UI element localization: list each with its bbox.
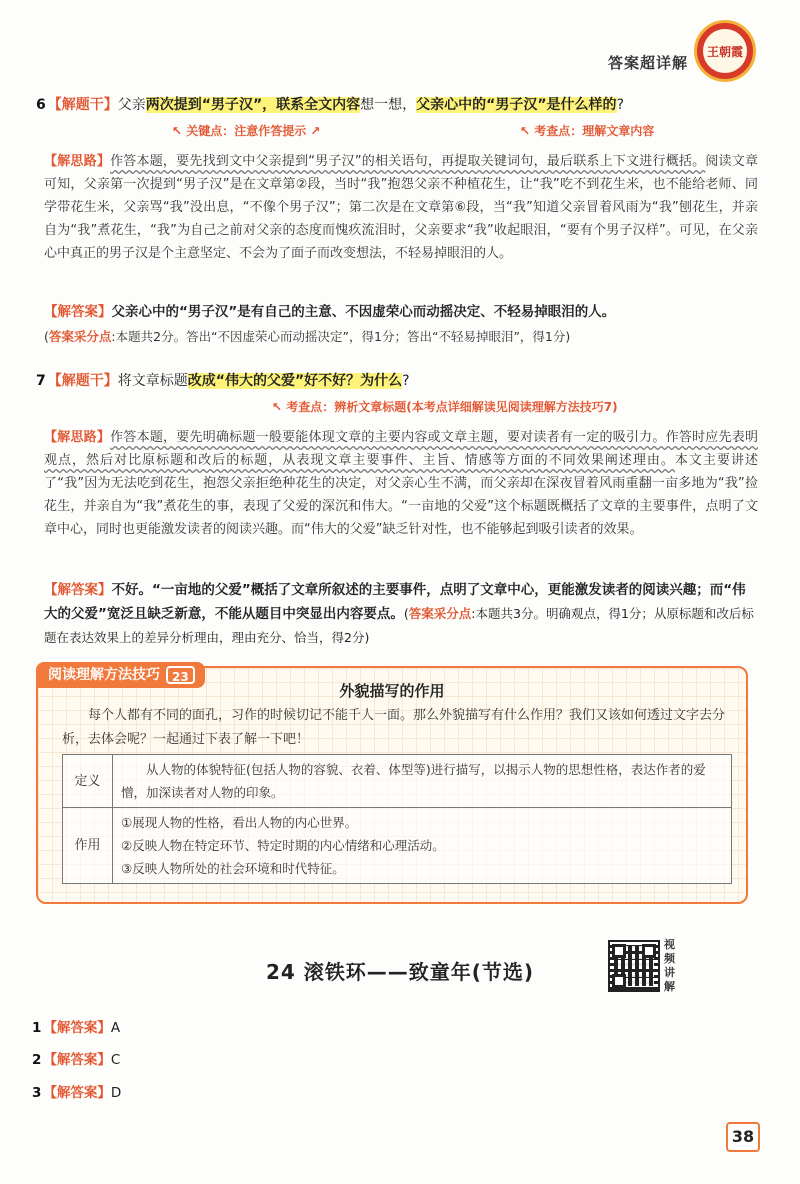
q7-analysis (44, 426, 758, 541)
q6-stem-text-b: 想一想， (360, 97, 417, 113)
q7-note-exam: ↖ 考查点：辨析文章标题(本考点详细解读见阅读理解方法技巧7) (272, 400, 618, 414)
method-table-row-function (63, 808, 732, 884)
answer-3-number: 3 (32, 1085, 42, 1101)
q7-stem-text-a: 将文章标题 (117, 373, 188, 389)
method-table-cell-definition: 从人物的体貌特征(包括人物的容貌、衣着、体型等)进行描写，以揭示人物的思想性格，表达作者的爱憎，加深读者对人物的印象。 (113, 755, 732, 808)
answer-1-tag: 【解答案】 (43, 1020, 111, 1036)
q6-highlight-1: 两次提到“男子汉”，联系全文内容 (145, 97, 361, 113)
q6-note-key-text: 关键点：注意作答提示 (186, 124, 307, 138)
qr-label: 视频讲解 (664, 938, 675, 993)
q6-note-key: ↖ 关键点：注意作答提示 ↗ (172, 124, 321, 138)
method-box-tab-label: 阅读理解方法技巧 (48, 667, 160, 683)
function-item-3: ③反映人物所处的社会环境和时代特征。 (121, 861, 345, 876)
q7-number: 7 (36, 373, 46, 389)
method-table-head-function: 作用 (63, 808, 113, 884)
brand-logo (694, 20, 756, 82)
q6-answer-text: 父亲心中的“男子汉”是有自己的主意、不因虚荣心而动摇决定、不轻易掉眼泪的人。 (111, 304, 616, 320)
q6-score-tag: 答案采分点 (48, 329, 112, 344)
answer-1 (32, 1018, 120, 1038)
q6-note-exam: ↖ 考查点：理解文章内容 (520, 124, 655, 138)
brand-logo-text: 王朝霞 (703, 29, 747, 73)
q6-number: 6 (36, 97, 46, 113)
answer-1-number: 1 (32, 1020, 42, 1036)
q7-score-text: 本题共3分。明确观点，得1分；从原标题和改后标题在表达效果上的差异分析理由，理由充分、恰当，得2分) (44, 606, 754, 645)
function-item-2: ②反映人物在特定环节、特定时期的内心情绪和心理活动。 (121, 838, 445, 853)
page-number: 38 (726, 1122, 760, 1152)
header-title: 答案超详解 (607, 54, 688, 72)
qr-code-icon[interactable] (608, 940, 660, 992)
answer-2-value: C (110, 1052, 121, 1068)
answer-3 (32, 1083, 121, 1103)
method-box-title: 外貌描写的作用 (339, 682, 445, 700)
q6-answer-tag: 【解答案】 (44, 304, 112, 320)
method-table-head-definition: 定义 (63, 755, 113, 808)
q6-analysis (44, 150, 758, 265)
q7-analysis-tag: 【解思路】 (44, 430, 111, 445)
answer-3-tag: 【解答案】 (43, 1085, 111, 1101)
q7-score: (答案采分点:本题共3分。明确观点，得1分；从原标题和改后标题在表达效果上的差异分析理由，理由充分、恰当，得2分) (44, 606, 754, 645)
q6-score: (答案采分点:本题共2分。答出“不因虚荣心而动摇决定”，得1分；答出“不轻易掉眼泪”，得1分) (44, 329, 571, 344)
q6-analysis-body: 阅读文章可知，父亲第一次提到“男子汉”是在文章第②段，当时“我”抱怨父亲不种植花生，让“我”吃不到花生米，也不能给老师、同学带花生米，父亲骂“我”没出息，“不像个男子汉”；第二次是在文章第⑥段，当“我”知道父亲冒着风雨为“我”刨花生，并亲自为“我”煮花生，“我”为自己之前对父亲的态度而愧疚流泪时，父亲要求“我”收起眼泪，“要有个男子汉样”。可见，在父亲心中真正的男子汉是个主意坚定、不会为了面子而改变想法，不轻易掉眼泪的人。 (44, 154, 758, 261)
q6-stem-text-a: 父亲 (117, 97, 146, 113)
q7-score-tag: 答案采分点 (408, 606, 472, 621)
function-item-1: ①展现人物的性格，看出人物的内心世界。 (121, 815, 358, 830)
q7-answer (44, 578, 758, 650)
q6-answer (44, 300, 758, 324)
q6-stem (36, 94, 624, 116)
q6-score-text: 本题共2分。答出“不因虚荣心而动摇决定”，得1分；答出“不轻易掉眼泪”，得1分) (115, 329, 571, 344)
q7-highlight: 改成“伟大的父爱”好不好？为什么 (187, 373, 403, 389)
answer-2 (32, 1050, 120, 1070)
q6-analysis-tag: 【解思路】 (44, 154, 111, 169)
answer-1-value: A (110, 1020, 121, 1036)
q7-analysis-body: 本文主要讲述了“我”因为无法吃到花生，抱怨父亲拒绝种花生的决定，对父亲心生不满，而父亲却在深夜冒着风雨重翻一亩多地为“我”捡花生，并亲自为“我”煮花生的事，表现了父爱的深沉和伟大。“一亩地的父爱”这个标题既概括了文章的主要事件，点明了文章中心，同时也更能激发读者的阅读兴趣。而“伟大的父爱”缺乏针对性，也不能够起到吸引读者的效果。 (44, 453, 758, 537)
answer-2-number: 2 (32, 1052, 42, 1068)
method-box-intro: 每个人都有不同的面孔，习作的时候切记不能千人一面。那么外貌描写有什么作用？我们又该如何透过文字去分析，去体会呢？一起通过下表了解一下吧！ (62, 708, 726, 747)
q6-note-exam-text: 考查点：理解文章内容 (534, 124, 655, 138)
q7-analysis-method: 作答本题，要先明确标题一般要能体现文章的主要内容或文章主题，要对读者有一定的吸引力。作答时应先表明观点，然后对比原标题和改后的标题，从表现文章主要事件、主旨、情感等方面的不同效果阐述理由。 (44, 430, 758, 468)
method-table (62, 754, 732, 884)
q7-answer-tag: 【解答案】 (44, 582, 112, 598)
method-table-cell-function (113, 808, 732, 884)
method-box-number: 23 (166, 666, 195, 684)
q6-highlight-2: 父亲心中的“男子汉”是什么样的 (416, 97, 617, 113)
answer-2-tag: 【解答案】 (43, 1052, 111, 1068)
q7-stem-tag: 【解题干】 (47, 373, 118, 389)
q7-stem (36, 370, 410, 392)
q6-stem-end: ? (616, 97, 624, 113)
method-table-row-definition (63, 755, 732, 808)
section-title: 24 滚铁环——致童年(节选) (265, 960, 535, 984)
q7-answer-text: 不好。“一亩地的父爱”概括了文章所叙述的主要事件，点明了文章中心，更能激发读者的阅读兴趣；而“伟大的父爱”宽泛且缺乏新意，不能从题目中突显出内容要点。 (44, 582, 746, 622)
q6-analysis-method: 作答本题，要先找到文中父亲提到“男子汉”的相关语句，再提取关键词句，最后联系上下文进行概括。 (110, 154, 706, 169)
answer-3-value: D (110, 1085, 122, 1101)
q7-note-exam-text: 考查点：辨析文章标题(本考点详细解读见阅读理解方法技巧7) (286, 400, 618, 414)
q7-stem-end: ? (402, 373, 410, 389)
q6-stem-tag: 【解题干】 (47, 97, 118, 113)
